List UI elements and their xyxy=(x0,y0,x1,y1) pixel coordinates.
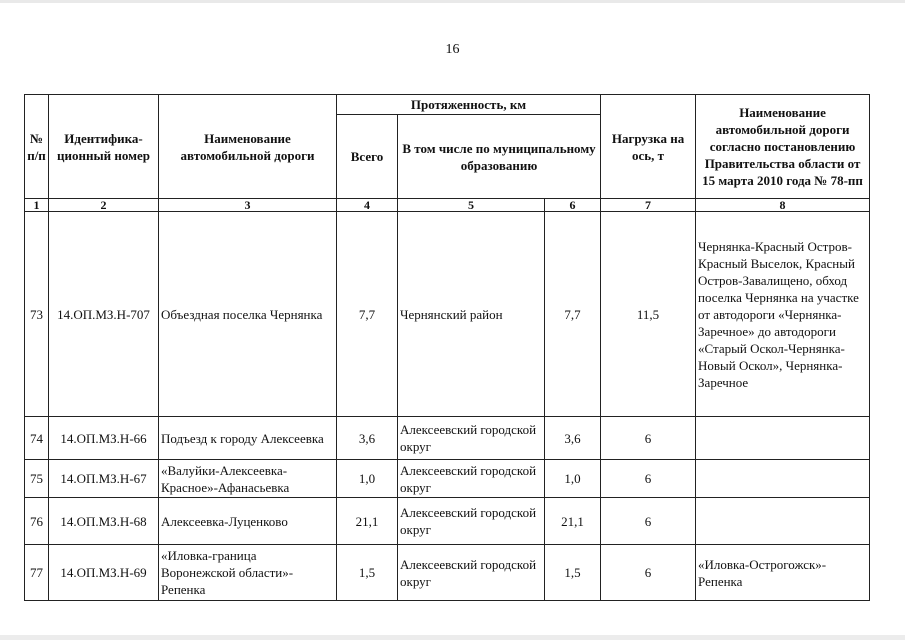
header-axle-load: Нагрузка на ось, т xyxy=(601,95,696,199)
table-row xyxy=(25,545,870,601)
header-row-1 xyxy=(25,95,870,115)
cell-municipal-length: 3,6 xyxy=(545,417,601,460)
cell-total-length: 21,1 xyxy=(337,498,398,545)
cell-row-number: 74 xyxy=(25,417,49,460)
column-number: 8 xyxy=(696,199,870,212)
column-number: 2 xyxy=(49,199,159,212)
table-row xyxy=(25,498,870,545)
cell-axle-load: 6 xyxy=(601,498,696,545)
cell-row-number: 73 xyxy=(25,212,49,417)
header-length-group: Протяженность, км xyxy=(337,95,601,115)
cell-municipality: Алексеевский городской округ xyxy=(398,460,545,498)
page-top-edge xyxy=(0,0,905,3)
cell-identifier: 14.ОП.МЗ.Н-68 xyxy=(49,498,159,545)
column-number-row xyxy=(25,199,870,212)
cell-identifier: 14.ОП.МЗ.Н-66 xyxy=(49,417,159,460)
cell-identifier: 14.ОП.МЗ.Н-707 xyxy=(49,212,159,417)
cell-municipal-length: 1,0 xyxy=(545,460,601,498)
cell-municipality: Алексеевский городской округ xyxy=(398,545,545,601)
cell-road-name: «Иловка-граница Воронежской области»-Репенка xyxy=(159,545,337,601)
roads-table xyxy=(24,94,870,601)
cell-road-name: Алексеевка-Луценково xyxy=(159,498,337,545)
cell-decree-name xyxy=(696,417,870,460)
cell-axle-load: 6 xyxy=(601,460,696,498)
cell-identifier: 14.ОП.МЗ.Н-69 xyxy=(49,545,159,601)
header-identifier: Идентифика-ционный номер xyxy=(49,95,159,199)
cell-total-length: 1,5 xyxy=(337,545,398,601)
column-number: 1 xyxy=(25,199,49,212)
table-row xyxy=(25,212,870,417)
cell-municipality: Чернянский район xyxy=(398,212,545,417)
cell-road-name: «Валуйки-Алексеевка-Красное»-Афанасьевка xyxy=(159,460,337,498)
cell-identifier: 14.ОП.МЗ.Н-67 xyxy=(49,460,159,498)
header-municipal-breakdown: В том числе по муниципальному образованию xyxy=(398,115,601,199)
cell-axle-load: 11,5 xyxy=(601,212,696,417)
cell-row-number: 75 xyxy=(25,460,49,498)
header-decree-name: Наименование автомобильной дороги согласно постановлению Правительства области от 15 марта 2010 года № 78-пп xyxy=(696,95,870,199)
cell-municipality: Алексеевский городской округ xyxy=(398,498,545,545)
cell-axle-load: 6 xyxy=(601,417,696,460)
cell-road-name: Объездная поселка Чернянка xyxy=(159,212,337,417)
header-row-number: № п/п xyxy=(25,95,49,199)
cell-row-number: 76 xyxy=(25,498,49,545)
header-road-name: Наименование автомобильной дороги xyxy=(159,95,337,199)
cell-row-number: 77 xyxy=(25,545,49,601)
cell-municipal-length: 1,5 xyxy=(545,545,601,601)
column-number: 5 xyxy=(398,199,545,212)
cell-decree-name xyxy=(696,498,870,545)
page-number: 16 xyxy=(445,42,460,57)
column-number: 4 xyxy=(337,199,398,212)
column-number: 6 xyxy=(545,199,601,212)
column-number: 3 xyxy=(159,199,337,212)
cell-total-length: 3,6 xyxy=(337,417,398,460)
cell-axle-load: 6 xyxy=(601,545,696,601)
header-total-length: Всего xyxy=(337,115,398,199)
cell-decree-name xyxy=(696,460,870,498)
page-bottom-edge xyxy=(0,635,905,640)
cell-municipal-length: 7,7 xyxy=(545,212,601,417)
cell-road-name: Подъезд к городу Алексеевка xyxy=(159,417,337,460)
cell-decree-name: Чернянка-Красный Остров-Красный Выселок, Красный Остров-Завалищено, обход поселка Чернянка на участке от автодороги «Чернянка-Заречное» до автодороги «Старый Оскол-Чернянка-Новый Оскол», Чернянка-Заречное xyxy=(696,212,870,417)
table-row xyxy=(25,460,870,498)
column-number: 7 xyxy=(601,199,696,212)
cell-total-length: 7,7 xyxy=(337,212,398,417)
cell-decree-name: «Иловка-Острогожск»-Репенка xyxy=(696,545,870,601)
cell-municipal-length: 21,1 xyxy=(545,498,601,545)
cell-total-length: 1,0 xyxy=(337,460,398,498)
table-row xyxy=(25,417,870,460)
cell-municipality: Алексеевский городской округ xyxy=(398,417,545,460)
